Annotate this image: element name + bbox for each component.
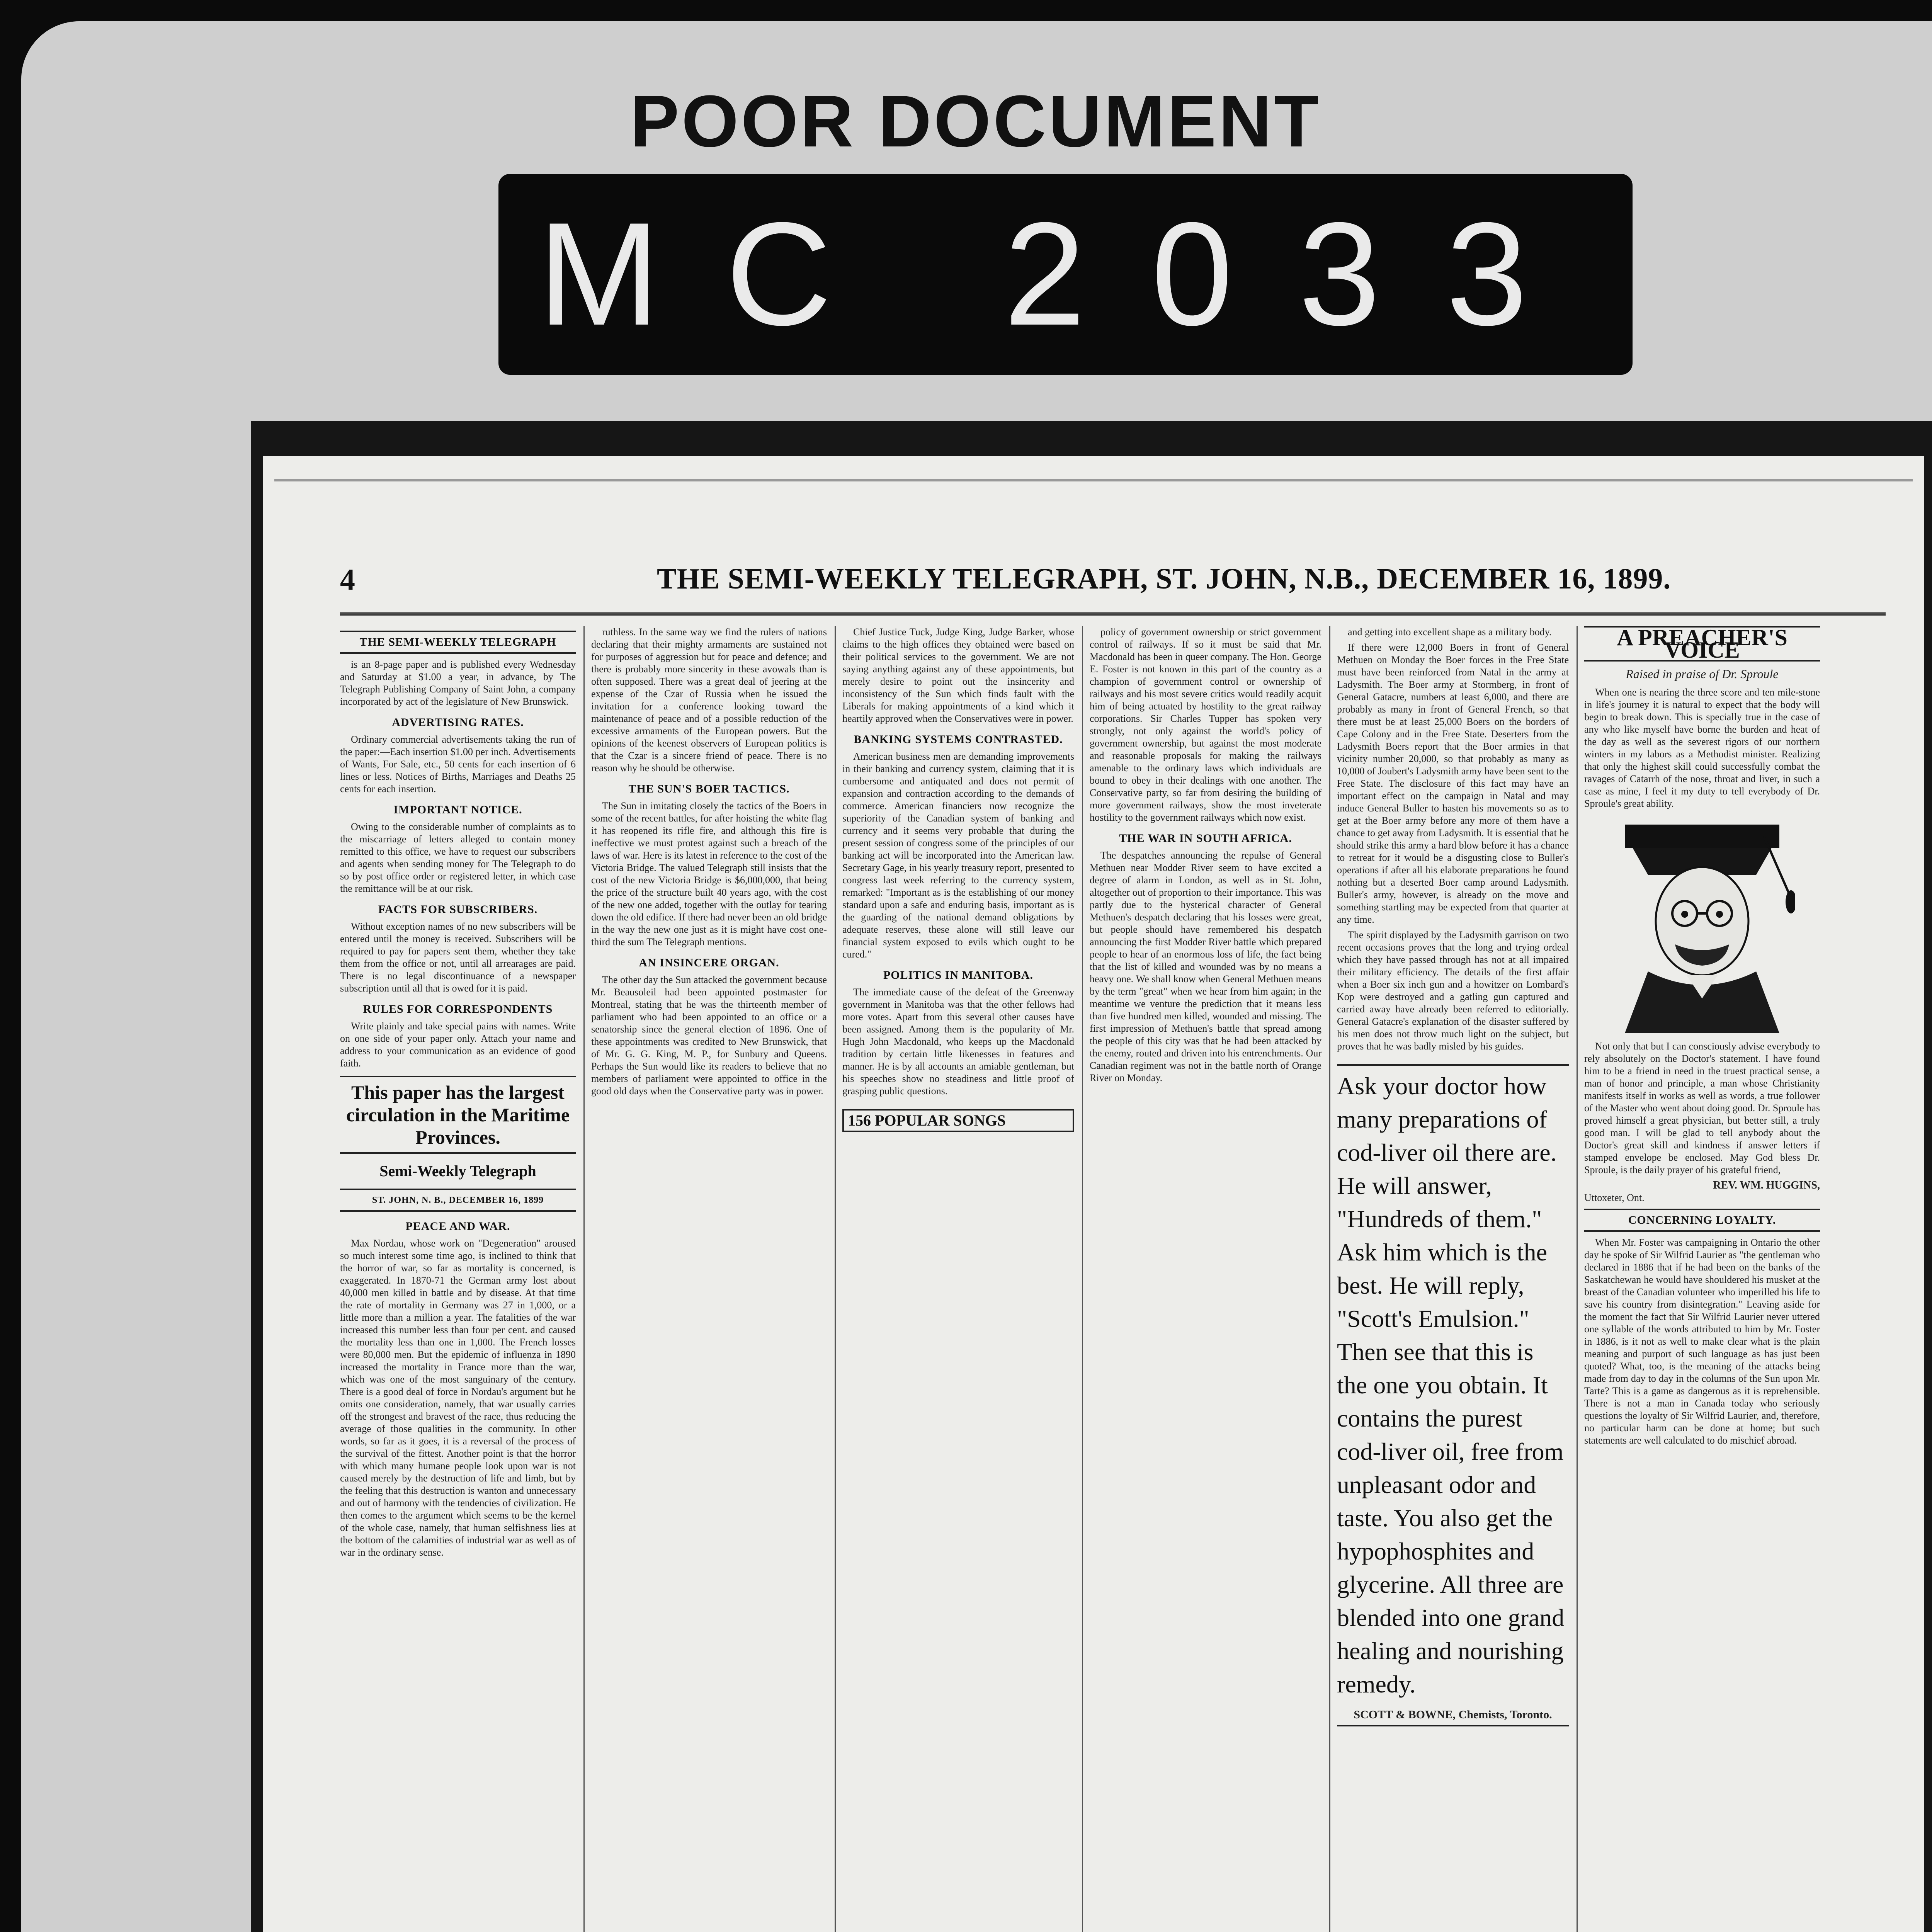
editorial-text: Max Nordau, whose work on "Degeneration" aroused so much interest some time ago, is inclined to think that the horror of war, so far as mortality is concerned, is exaggerated. In 1870-71 the German army lost about 40,000 men killed in battle and by disease. At that time the rate of mortality in Germany was 27 in 1,000, or a little more than a million a year. The fatalities of the war increased this number less than four per cent. and caused the mortality less than one in 1,000. The French losses were 80,000 men. But the epidemic of influenza in 1890 increased the mortality in France more than the war, which was one of the most sanguinary of the century. There is a good deal of force in Nordau's argument but he omits one consideration, namely, that war usually carries off the strongest and bravest of the race, thus reducing the average of those qualities in the community. In other words, so far as it goes, it is a reversal of the process of the survival of the fittest. Another point is that the horror with which many humane people look upon war is not caused merely by the destruction of life and limb, but by the feeling that this destruction is wanton and unnecessary and out of harmony with the tendencies of civilization. He then comes to the argument which seems to be the kernel of the whole case, namely, that human selfishness lies at the bottom of the calamities of industrial war as well as of war in the ordinary sense.: [340, 1238, 576, 1558]
preachers-voice-testimonial: Not only that but I can consciously advise everybody to rely absolutely on the Doctor's statement. I have found him to be a friend in need in the truest practical sense, a man of honor and principle, a man whose Christianity manifests itself in works as well as words, a true follower of the Master who went about doing good. Dr. Sproule has proved himself a great physician, but better still, a truly good man. I will be glad to tell anybody about the Doctor's great skill and kindness if answer letters if stamped envelope be enclosed. May God bless Dr. Sproule, is the daily prayer of his grateful friend,: [1584, 1041, 1820, 1175]
important-notice-text: Owing to the considerable number of complaints as to the miscarriage of letters alleged to contain money remitted to this office, we have to request our subscribers and agents when sending money for The Telegraph to do so by post office order or registered letter, in which case the remittance will be at our risk.: [340, 821, 576, 894]
column-rule: [583, 626, 585, 1932]
concerning-loyalty-heading: CONCERNING LOYALTY.: [1584, 1209, 1820, 1232]
dateline: ST. JOHN, N. B., DECEMBER 16, 1899: [340, 1189, 576, 1212]
correspondents-heading: RULES FOR CORRESPONDENTS: [363, 1003, 553, 1015]
preacher-place: Uttoxeter, Ont.: [1584, 1192, 1645, 1203]
preachers-voice-subtitle: Raised in praise of Dr. Sproule: [1626, 667, 1779, 681]
preacher-portrait-illustration: [1609, 817, 1795, 1033]
war-south-africa-heading: THE WAR IN SOUTH AFRICA.: [1119, 832, 1292, 845]
publisher-title: THE SEMI-WEEKLY TELEGRAPH: [340, 631, 576, 654]
column-3-lead: Chief Justice Tuck, Judge King, Judge Barker, whose claims to the high offices they obtained were based on their political services to the government. We are not saying anything against any of these appointments, but merely desire to point out the insincerity and inconsistency of the Sun which finds fault with the Liberals for making appointments of a kind which it heartily approved when the Conservatives were in power.: [842, 626, 1074, 724]
suns-boer-tactics-heading: THE SUN'S BOER TACTICS.: [628, 782, 790, 795]
insincere-organ-heading: AN INSINCERE ORGAN.: [639, 956, 779, 969]
scotts-emulsion-ad-text: Ask your doctor how many preparations of cod-liver oil there are. He will answer, "Hundreds of them." Ask him which is the best. He will reply, "Scott's Emulsion." Then see that this is the one you obtain. It contains the purest cod-liver oil, free from unpleasant odor and taste. You also get the hypophosphites and glycerine. All three are blended into one grand healing and nourishing remedy.: [1337, 1072, 1565, 1698]
insincere-organ-text: The other day the Sun attacked the government because Mr. Beausoleil had been appointed postmaster for Montreal, stating that he was the thirteenth member of parliament who had been appointed to an office or a senatorship since the general election of 1896. One of these appointments was credited to New Brunswick, that of Mr. G. G. King, M. P., for Sunbury and Queens. Perhaps the Sun would like its readers to believe that no members of parliament were appointed to office in the good old days when the Conservative party was in power.: [591, 974, 827, 1097]
advertising-rates-text: Ordinary commercial advertisements taking the run of the paper:—Each insertion $1.00 per inch. Advertisements of Wants, For Sale, etc., 50 cents for each insertion of 6 lines or less. Notices of Births, Marriages and Deaths 25 cents for each insertion.: [340, 734, 576, 794]
preachers-voice-text: When one is nearing the three score and ten mile-stone in life's journey it is natural to expect that the body will begin to break down. This is specially true in the case of any who like myself have borne the burden and heat of the day as well as the severest rigors of our northern winters in my labors as a Methodist minister. Realizing that only the highest skill could successfully combat the ravages of Catarrh of the nose, throat and liver, in such a case as mine, I feel it my duty to tell everybody of Dr. Sproule's great ability.: [1584, 687, 1820, 809]
column-3: [842, 626, 1074, 1932]
page-top-edge: [274, 479, 1913, 501]
circulation-notice: This paper has the largest circulation in the Maritime Provinces.: [340, 1076, 576, 1154]
scotts-emulsion-ad-footer: SCOTT & BOWNE, Chemists, Toronto.: [1354, 1708, 1552, 1721]
column-rule: [1577, 626, 1578, 1932]
advertising-rates-heading: ADVERTISING RATES.: [392, 716, 524, 729]
war-south-africa-text: The despatches announcing the repulse of General Methuen near Modder River seem to have excited a degree of alarm in London, as well as in St. John, altogether out of proportion to their importance. This was partly due to the hysterical character of General Methuen's despatch declaring that his losses were great, but people should have remembered his despatch announcing the first Modder River battle which prepared people to hear of an enormous loss of life, the fact being that the list of killed and wounded was by no means a heavy one. We shall know when General Methuen means by the term "great" when we hear from him again; in the meantime we venture the prediction that it means less than five hundred men killed, wounded and missing. The first impression of Methuen's battle that spread among the people of this city was that he had been attacked by the enemy, routed and driven into his entrenchments. Our Canadian regiment was not in the battle north of Orange River on Monday.: [1090, 850, 1321, 1083]
politics-manitoba-heading: POLITICS IN MANITOBA.: [883, 969, 1034, 981]
column-rule: [1329, 626, 1330, 1932]
column-4: [1090, 626, 1321, 1932]
ladysmith-garrison-text: The spirit displayed by the Ladysmith garrison on two recent occasions proves that the long and trying ordeal which they have passed through has not at all impaired their military efficiency. The details of the first affair when a Boer six inch gun and a howitzer on Lombard's Kop were destroyed and a gatling gun captured and carried away have already been referred to editorially. General Gatacre's explanation of the disaster suffered by his men does not throw much light on the subject, but proves that he was badly misled by his guides.: [1337, 929, 1569, 1052]
scotts-emulsion-ad: [1337, 1064, 1569, 1726]
newspaper-page: [263, 456, 1924, 1932]
boer-forces-text: If there were 12,000 Boers in front of General Methuen on Monday the Boer forces in the Free State must have been reinforced from Natal in the army at Ladysmith. The Boer army at Stormberg, in front of General Gatacre, numbers at least 6,000, and there are probably as many in front of General French, so that there must be at least 25,000 Boers on the borders of Cape Colony and in the Free State. Deserters from the Ladysmith Boers report that the Boer armies in that vicinity number 20,000, so that probably as many as 10,000 of Joubert's Ladysmith army have been sent to the Free State. The disclosure of this fact may have an important effect on the campaign in Natal and may induce General Buller to hasten his movements so as to get at the Boer army before any more of them have a chance to get away from Ladysmith. It is essential that he should strike this army a hard blow before it has a chance to retreat for it would be a disgusting close to Buller's operations if after all his elaborate preparations he found nothing but a deserted Boer camp around Ladysmith. Buller's army, however, is already on the move and something startling may be expected from that quarter at any time.: [1337, 642, 1569, 925]
column-rule: [835, 626, 836, 1932]
column-2-lead: ruthless. In the same way we find the rulers of nations declaring that their mighty armaments are sustained not for purposes of aggression but for peace and defence; and there is probably more sincerity in these avowals than is often supposed. There was a great deal of jeering at the expense of the Czar of Russia when he issued the invitation for a conference looking toward the maintenance of peace and of a possible reduction of the excessive armaments of the European powers. But the opinions of the keenest observers of European politics is that the Czar is a sincere friend of peace. There is no reason why he should be otherwise.: [591, 626, 827, 774]
facts-heading: FACTS FOR SUBSCRIBERS.: [378, 903, 538, 916]
column-1: [340, 626, 576, 1932]
column-6: [1584, 626, 1820, 1932]
preacher-signature: REV. WM. HUGGINS,: [1713, 1179, 1820, 1191]
column-5: [1337, 626, 1569, 1932]
column-4-lead: policy of government ownership or strict government control of railways. If so it must be said that Mr. Macdonald has been in queer company. The Hon. George E. Foster is not known in this part of the country as a champion of government control or ownership of railways and his most severe critics would readily acquit him of being actuated by hostility to the great railway corporations. Sir Charles Tupper has spoken very strongly, not only against the world's policy of government ownership, but against the most moderate and reasonable proposals for making the railways amenable to the ordinary laws which individuals are bound to obey in their dealings with one another. The Conservative party, so far from desiring the building of more government railways, show the most inveterate hostility to the government railways which now exist.: [1090, 626, 1321, 823]
politics-manitoba-text: The immediate cause of the defeat of the Greenway government in Manitoba was that the other fellows had more votes. Apart from this several other causes have been assigned. Among them is the popularity of Mr. Hugh John Macdonald, who keeps up the Macdonald tradition by certain little likenesses in features and manner. He is by all accounts an amiable gentleman, but his speeches show no steadiness and little proof of grasping public questions.: [842, 986, 1074, 1097]
popular-songs-ad: 156 POPULAR SONGS: [842, 1109, 1074, 1132]
microfiche-code: MC 2033: [537, 192, 1594, 356]
banking-systems-heading: BANKING SYSTEMS CONTRASTED.: [854, 733, 1063, 746]
facts-text: Without exception names of no new subscribers will be entered until the money is received. Subscribers will be required to pay for papers sent them, whether they take them from the office or not, until all arrearages are paid. There is no legal discontinuance of a newspaper subscription until all that is owed for it is paid.: [340, 921, 576, 994]
important-notice-heading: IMPORTANT NOTICE.: [393, 803, 522, 816]
concerning-loyalty-text: When Mr. Foster was campaigning in Ontario the other day he spoke of Sir Wilfrid Laurier as "the gentleman who declared in 1886 that if he had been on the banks of the Saskatchewan he would have shouldered his musket at the breast of the Canadian volunteer who imperilled his life to save his country from disintegration." Leaving aside for the moment the fact that Sir Wilfrid Laurier never uttered one syllable of the words attributed to him by Mr. Foster in 1886, is it not as well to make clear what is the plain meaning and purport of such language as has just been quoted? What, too, is the meaning of the attacks being made from day to day in the columns of the Sun upon Mr. Tarte? This is a game as dangerous as it is reprehensible. There is not a man in Canada today who seriously questions the loyalty of Sir Wilfrid Laurier, and, therefore, no particular harm can be done at home; but such statements are well calculated to do mischief abroad.: [1584, 1237, 1820, 1446]
semi-weekly-subtitle: Semi-Weekly Telegraph: [379, 1162, 536, 1180]
editorial-heading: PEACE AND WAR.: [405, 1220, 510, 1233]
column-2: [591, 626, 827, 1932]
microfiche-code-bar: [498, 174, 1633, 375]
correspondents-text: Write plainly and take special pains with names. Write on one side of your paper only. Attach your name and address to your communication as an evidence of good faith.: [340, 1020, 576, 1069]
poor-document-label: POOR DOCUMENT: [630, 80, 1321, 162]
banking-systems-text: American business men are demanding improvements in their banking and currency system, claiming that it is cumbersome and antiquated and does not permit of expansion and contraction according to the demands of commerce. American financiers now recognize the superiority of the Canadian system of banking and currency and it seems very probable that during the present session of congress some of the principles of our banking act will be incorporated into the American law. Secretary Gage, in his yearly treasury report, presented to congress last week referring to the currency system, remarked: "Important as is the establishing of our money standard upon a safe and enduring basis, important as is the guarding of the national demand obligations by adequate reserves, these alone will still leave our financial system exposed to evils which ought to be cured.": [842, 751, 1074, 960]
column-rule: [1082, 626, 1083, 1932]
preachers-voice-title: A PREACHER'S VOICE: [1584, 626, 1820, 662]
publisher-intro: is an 8-page paper and is published every Wednesday and Saturday at $1.00 a year, in advance, by The Telegraph Publishing Company of Saint John, a company incorporated by act of the legislature of New Brunswick.: [340, 659, 576, 707]
page-number: 4: [340, 563, 355, 596]
suns-boer-tactics-text: The Sun in imitating closely the tactics of the Boers in some of the recent battles, for after hoisting the white flag it has reopened its rifle fire, and although this fire is ineffective we must protest against such a breach of the laws of war. Here is its latest in reference to the cost of the Victoria Bridge. The valued Telegraph still insists that the cost of the new Victoria Bridge is $6,000,000, that being the price of the structure built 40 years ago, with the cost of the new one added, together with the outlay for tearing down the old edifice. If there had never been an old bridge in the way the new one just as it is might have cost one-third the sum The Telegraph mentions.: [591, 800, 827, 947]
masthead-title: THE SEMI-WEEKLY TELEGRAPH, ST. JOHN, N.B., DECEMBER 16, 1899.: [657, 563, 1671, 595]
masthead: [340, 554, 1886, 616]
column-5-lead: and getting into excellent shape as a military body.: [1348, 626, 1552, 638]
